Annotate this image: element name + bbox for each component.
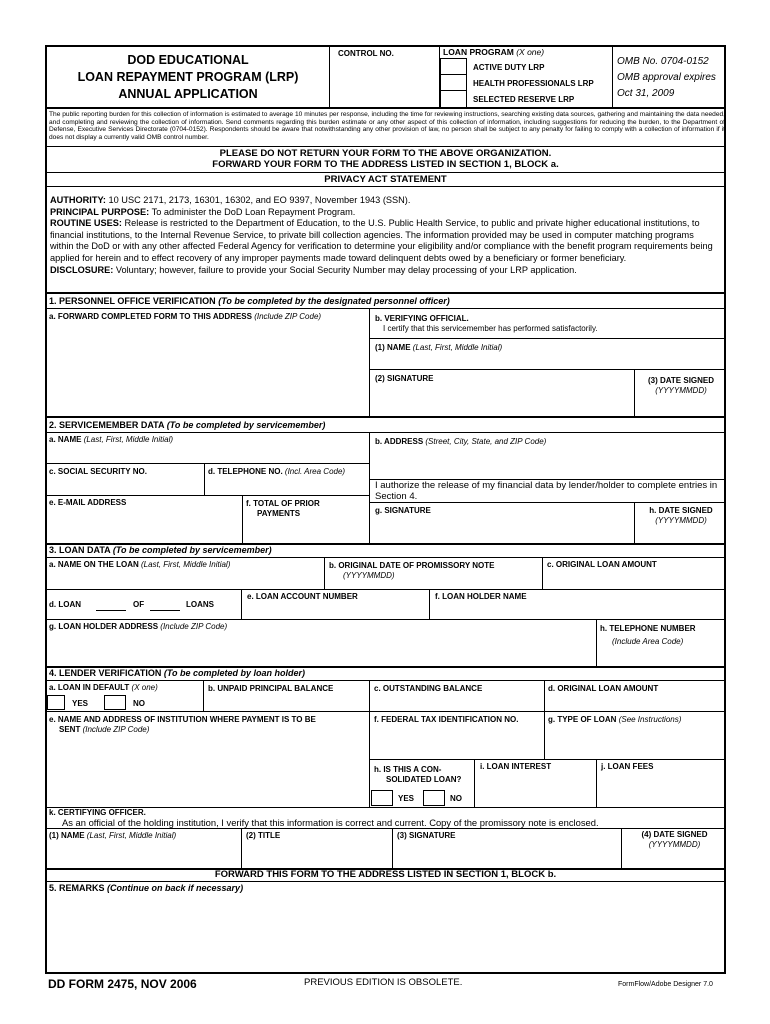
consolidated-yes-checkbox[interactable] xyxy=(371,790,393,806)
forward-address-field[interactable] xyxy=(47,322,367,414)
s4-k-text: As an official of the holding institution, I verify that this information is correct and current. Copy of the promissory note is enclosed. xyxy=(62,817,599,828)
s4-k2-label: (2) TITLE xyxy=(246,831,281,840)
section-4-title: 4. LENDER VERIFICATION (To be completed by loan holder) xyxy=(49,668,306,678)
verifying-official-name-field[interactable] xyxy=(372,353,724,367)
selected-reserve-checkbox[interactable] xyxy=(440,90,467,108)
default-yes-label: YES xyxy=(72,699,89,708)
s4-original-amount-field[interactable] xyxy=(546,694,724,709)
program-option-active-duty: ACTIVE DUTY LRP xyxy=(473,63,545,72)
s2-h-label: h. DATE SIGNED (YYYYMMDD) xyxy=(649,506,713,525)
verifying-official-signature-field[interactable] xyxy=(372,384,632,414)
loan-interest-field[interactable] xyxy=(476,773,594,805)
s4-f-label: f. FEDERAL TAX IDENTIFICATION NO. xyxy=(374,715,519,724)
section-5-title: 5. REMARKS (Continue on back if necessary) xyxy=(49,883,244,893)
s4-k3-label: (3) SIGNATURE xyxy=(397,831,456,840)
program-option-health: HEALTH PROFESSIONALS LRP xyxy=(473,79,594,88)
s3-h-label: h. TELEPHONE NUMBER (Include Area Code) xyxy=(600,624,696,646)
s2-authorize-text: I authorize the release of my financial data by lender/holder to complete entries in Section 4. xyxy=(375,480,718,502)
s4-j-label: j. LOAN FEES xyxy=(601,762,654,771)
control-no-label: CONTROL NO. xyxy=(338,49,394,58)
servicemember-name-field[interactable] xyxy=(47,445,367,461)
certifying-officer-name-field[interactable] xyxy=(47,842,239,866)
s4-h-label: h. IS THIS A CON- SOLIDATED LOAN? xyxy=(374,765,462,784)
section-3-title: 3. LOAN DATA (To be completed by servicemember) xyxy=(49,545,272,555)
s3-d-loans: LOANS xyxy=(186,600,214,609)
s1-a-label: a. FORWARD COMPLETED FORM TO THIS ADDRESS (Include ZIP Code) xyxy=(49,312,322,321)
s4-d-label: d. ORIGINAL LOAN AMOUNT xyxy=(548,684,659,693)
program-option-reserve: SELECTED RESERVE LRP xyxy=(473,95,575,104)
outstanding-balance-field[interactable] xyxy=(371,694,542,709)
total-prior-payments-field[interactable] xyxy=(244,520,367,541)
remarks-field[interactable] xyxy=(47,896,724,972)
s3-g-label: g. LOAN HOLDER ADDRESS (Include ZIP Code) xyxy=(49,622,228,631)
s3-b-label: b. ORIGINAL DATE OF PROMISSORY NOTE (YYYYMMDD) xyxy=(329,561,495,580)
s4-c-label: c. OUTSTANDING BALANCE xyxy=(374,684,483,693)
consolidated-no-label: NO xyxy=(450,794,462,803)
obsolete-notice: PREVIOUS EDITION IS OBSOLETE. xyxy=(304,977,463,988)
s1-name-label: (1) NAME (Last, First, Middle Initial) xyxy=(375,343,503,352)
s2-g-label: g. SIGNATURE xyxy=(375,506,431,515)
s3-c-label: c. ORIGINAL LOAN AMOUNT xyxy=(547,560,657,569)
certifying-officer-title-field[interactable] xyxy=(243,842,390,866)
s4-k-label: k. CERTIFYING OFFICER. xyxy=(49,808,146,817)
s4-k1-label: (1) NAME (Last, First, Middle Initial) xyxy=(49,831,177,840)
s4-e-label: e. NAME AND ADDRESS OF INSTITUTION WHERE PAYMENT IS TO BE SENT (Include ZIP Code) xyxy=(49,715,316,734)
loan-holder-name-field[interactable] xyxy=(431,602,724,617)
burden-statement: The public reporting burden for this collection of information is estimated to average 10 minutes per response, including the time for reviewing instructions, searching existing data sources, gathering and maintaining the data needed, and completing and reviewing the collection of information. Send comments regarding this burden estimate or any other aspect of this collection of information, including suggestions for reducing the burden, to the Department of Defense, Executive Services Directorate (0704-0152). Respondents should be aware that notwithstanding any other provision of law, no person shall be subject to any penalty for failing to comply with a collection of information if it does not display a currently valid OMB control number. xyxy=(49,111,725,141)
s4-b-label: b. UNPAID PRINCIPAL BALANCE xyxy=(208,684,334,693)
forward-notice: FORWARD THIS FORM TO THE ADDRESS LISTED IN SECTION 1, BLOCK b. xyxy=(214,869,557,880)
loan-fees-field[interactable] xyxy=(598,773,724,805)
loan-number-field[interactable] xyxy=(96,610,126,611)
default-no-checkbox[interactable] xyxy=(104,695,126,710)
s4-i-label: i. LOAN INTEREST xyxy=(480,762,552,771)
omb-block: OMB No. 0704-0152 OMB approval expires Oct 31, 2009 xyxy=(617,56,716,99)
s2-b-label: b. ADDRESS (Street, City, State, and ZIP Code) xyxy=(375,437,547,446)
loan-program-label: LOAN PROGRAM (X one) xyxy=(443,47,545,57)
return-notice: PLEASE DO NOT RETURN YOUR FORM TO THE ABOVE ORGANIZATION. FORWARD YOUR FORM TO THE ADDRESS LISTED IN SECTION 1, BLOCK a. xyxy=(212,148,559,170)
certifying-officer-signature-field[interactable] xyxy=(394,842,619,866)
s3-d-of: OF xyxy=(133,600,145,609)
active-duty-checkbox[interactable] xyxy=(440,58,467,75)
section-1-title: 1. PERSONNEL OFFICE VERIFICATION (To be completed by the designated personnel officer) xyxy=(49,296,450,306)
payment-institution-field[interactable] xyxy=(47,737,367,805)
email-field[interactable] xyxy=(47,508,239,541)
s2-d-label: d. TELEPHONE NO. (Incl. Area Code) xyxy=(208,467,346,476)
s3-d-label: d. LOAN xyxy=(49,600,81,609)
type-of-loan-field[interactable] xyxy=(546,726,724,757)
form-title: DOD EDUCATIONAL LOAN REPAYMENT PROGRAM (LRP) ANNUAL APPLICATION xyxy=(77,53,299,101)
s1-date-label: (3) DATE SIGNED (YYYYMMDD) xyxy=(647,376,715,395)
servicemember-signature-field[interactable] xyxy=(372,516,632,541)
unpaid-principal-field[interactable] xyxy=(205,694,367,709)
consolidated-yes-label: YES xyxy=(398,794,415,803)
s3-e-label: e. LOAN ACCOUNT NUMBER xyxy=(247,592,358,601)
section-2-title: 2. SERVICEMEMBER DATA (To be completed by servicemember) xyxy=(49,420,326,430)
privacy-heading: PRIVACY ACT STATEMENT xyxy=(324,174,447,185)
s3-f-label: f. LOAN HOLDER NAME xyxy=(435,592,527,601)
software-credit: FormFlow/Adobe Designer 7.0 xyxy=(618,981,713,988)
default-no-label: NO xyxy=(133,699,145,708)
telephone-field[interactable] xyxy=(206,477,367,493)
loan-account-number-field[interactable] xyxy=(243,602,427,617)
original-loan-amount-field[interactable] xyxy=(544,571,724,587)
consolidated-no-checkbox[interactable] xyxy=(423,790,445,806)
default-yes-checkbox[interactable] xyxy=(47,695,65,710)
federal-tax-id-field[interactable] xyxy=(371,726,542,757)
loan-holder-address-field[interactable] xyxy=(47,632,594,664)
s2-f-label: f. TOTAL OF PRIOR PAYMENTS xyxy=(246,499,320,518)
s2-e-label: e. E-MAIL ADDRESS xyxy=(49,498,127,507)
s2-a-label: a. NAME (Last, First, Middle Initial) xyxy=(49,435,174,444)
s3-a-label: a. NAME ON THE LOAN (Last, First, Middle Initial) xyxy=(49,560,231,569)
ssn-field[interactable] xyxy=(47,477,202,493)
s1-b-label: b. VERIFYING OFFICIAL. xyxy=(375,314,469,323)
servicemember-address-field[interactable] xyxy=(372,447,724,477)
s4-g-label: g. TYPE OF LOAN (See Instructions) xyxy=(548,715,682,724)
privacy-statement: AUTHORITY: 10 USC 2171, 2173, 16301, 16302, and EO 9397, November 1943 (SSN). PRINCIPAL PURPOSE: To administer the DoD Loan Repayment Program. ROUTINE USES: Release is restricted to the Department of Education, to the U.S. Public Health Service, to public and private higher educational institutions, to financial institutions, to the Internal Revenue Service, to private bill collection agencies. The information provided may be used in computer matching programs within the DoD or with any other affected Federal Agency for verification to determine your eligibility and/or compliance with the benefit program requirements being applied for herein and to effect recovery of any improper payments made toward delinquent debts owed by a beneficiary or former beneficiary. DISCLOSURE: Voluntary; however, failure to provide your Social Security Number may delay processing of your LRP application. xyxy=(50,195,713,275)
form-id: DD FORM 2475, NOV 2006 xyxy=(48,977,197,991)
s1-certify-text: I certify that this servicemember has performed satisfactorily. xyxy=(383,324,598,333)
s2-c-label: c. SOCIAL SECURITY NO. xyxy=(49,467,147,476)
s4-k4-label: (4) DATE SIGNED (YYYYMMDD) xyxy=(641,830,708,849)
health-professionals-checkbox[interactable] xyxy=(440,74,467,91)
s1-signature-label: (2) SIGNATURE xyxy=(375,374,434,383)
s4-a-label: a. LOAN IN DEFAULT (X one) xyxy=(49,683,158,692)
loans-total-field[interactable] xyxy=(150,610,180,611)
name-on-loan-field[interactable] xyxy=(47,570,322,587)
